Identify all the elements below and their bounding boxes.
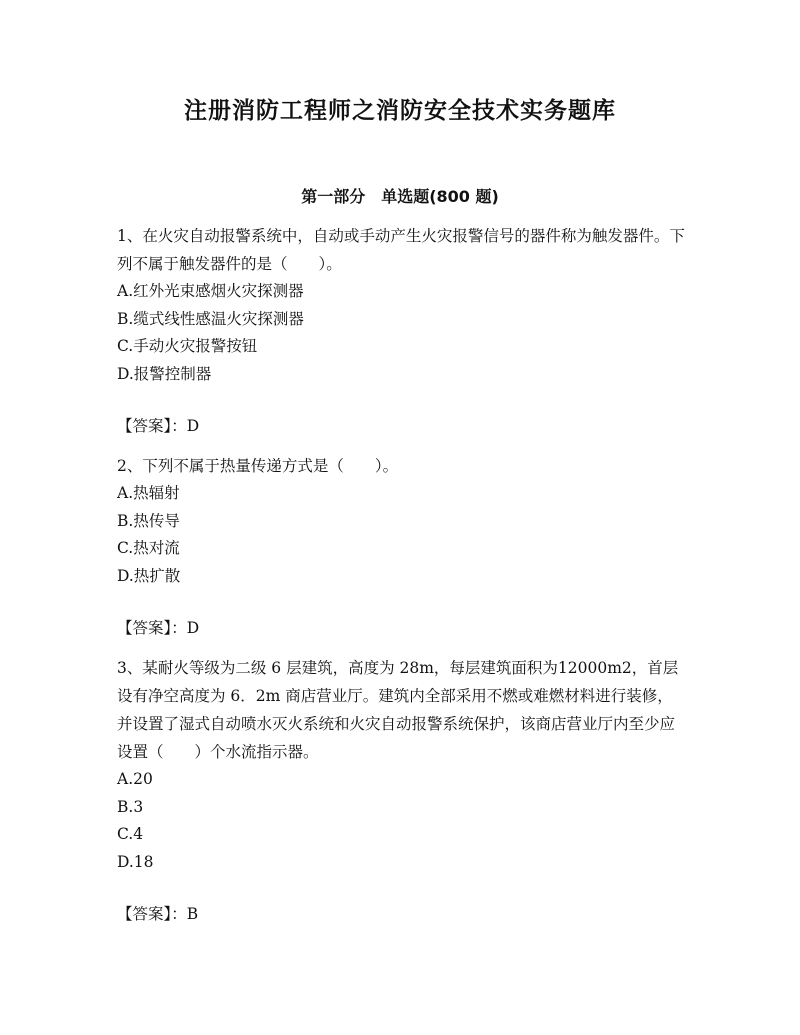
option-d: D.报警控制器 xyxy=(117,364,212,383)
answer-label: 【答案】： xyxy=(117,905,187,923)
question-stem: 3、某耐火等级为二级 6 层建筑，高度为 28m，每层建筑面积为12000m2，首层设有净空高度为 6．2m 商店营业厅。建筑内全部采用不燃或难燃材料进行装修，并设置了湿式自动喷水灭火系统和火灾自动报警系统保护，该商店营业厅内至少应设置（ ）个水流指示器。 xyxy=(117,659,679,761)
option-b: B.3 xyxy=(117,797,144,816)
option-a: A.20 xyxy=(117,770,153,788)
question-stem: 2、下列不属于热量传递方式是（ ）。 xyxy=(117,457,399,475)
question-3 xyxy=(117,654,687,928)
answer-line xyxy=(117,900,687,928)
section-heading: 第一部分 单选题(800 题) xyxy=(301,187,499,206)
option-b: B.缆式线性感温火灾探测器 xyxy=(117,309,304,328)
question-1 xyxy=(117,222,687,440)
option-c: C.4 xyxy=(117,825,144,843)
answer-value: D xyxy=(186,619,200,637)
option-a: A.红外光束感烟火灾探测器 xyxy=(117,282,304,300)
answer-value: B xyxy=(186,905,199,923)
document-title: 注册消防工程师之消防安全技术实务题库 xyxy=(184,98,616,124)
answer-value: D xyxy=(186,417,200,435)
answer-label: 【答案】： xyxy=(117,417,187,435)
answer-line xyxy=(117,412,687,440)
option-d: D.18 xyxy=(117,852,154,871)
question-list xyxy=(117,222,687,940)
option-a: A.热辐射 xyxy=(117,484,180,502)
question-2 xyxy=(117,452,687,642)
answer-line xyxy=(117,614,687,642)
option-b: B.热传导 xyxy=(117,511,180,530)
question-stem: 1、在火灾自动报警系统中，自动或手动产生火灾报警信号的器件称为触发器件。下列不属于触发器件的是（ ）。 xyxy=(117,227,685,273)
answer-label: 【答案】： xyxy=(117,619,187,637)
option-c: C.热对流 xyxy=(117,539,180,557)
option-c: C.手动火灾报警按钮 xyxy=(117,337,258,355)
option-d: D.热扩散 xyxy=(117,566,181,585)
